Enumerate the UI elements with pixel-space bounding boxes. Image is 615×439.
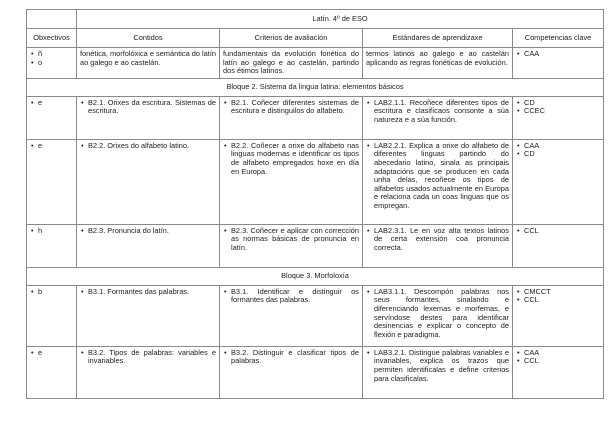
criteria-cell [220, 96, 363, 139]
block-heading-row [27, 267, 604, 285]
objective-item: • e [30, 142, 73, 151]
competence-item: • CAA [516, 142, 600, 151]
title-blank-cell [27, 10, 77, 29]
criteria-cell [220, 285, 363, 346]
competence-item: • CD [516, 150, 600, 159]
header-row [27, 29, 604, 48]
standard-item: • LAB3.2.1. Distingue palabras variables e invariables, explica os trazos que permiten identificalas e define criterios para clasificalas. [366, 349, 509, 383]
standard-item: • LAB2.3.1. Le en voz alta textos latinos de certa extensión coa pronuncia correcta. [366, 227, 509, 253]
competences-cell [513, 224, 604, 267]
criteria-cell: fundamentais da evolución fonética do latín ao galego e ao castelán, partindo dos étimos latinos. [220, 48, 363, 79]
objectives-cell [27, 224, 77, 267]
criteria-item: • B3.1. Identificar e distinguir os formantes das palabras. [223, 288, 359, 305]
competence-item: • CCEC [516, 107, 600, 116]
criteria-item: • B3.2. Distinguir e clasificar tipos de palabras. [223, 349, 359, 366]
title-row [27, 10, 604, 29]
content-item: • B3.2. Tipos de palabras: variables e invariables. [80, 349, 216, 366]
header-criteria: Criterios de avaliación [220, 29, 363, 48]
header-objectives: Obxectivos [27, 29, 77, 48]
competence-item: • CD [516, 99, 600, 108]
content-cell [77, 96, 220, 139]
content-item: • B2.3. Pronuncia do latín. [80, 227, 216, 236]
curriculum-page [26, 9, 603, 399]
standards-cell: termos latinos ao galego e ao castelán aplicando as regras fonéticas de evolución. [363, 48, 513, 79]
content-cell [77, 346, 220, 398]
table-row [27, 96, 604, 139]
standards-cell [363, 224, 513, 267]
objectives-cell [27, 48, 77, 79]
standard-item: • LAB3.1.1. Descompón palabras nos seus formantes, sinalando e diferenciando lexemas e morfemas, e servíndose destes para identificar desinencias e explicar o concepto de flexión e paradigma. [366, 288, 509, 340]
table-title: Latín. 4º de ESO [77, 10, 604, 29]
standards-cell [363, 346, 513, 398]
header-content: Contidos [77, 29, 220, 48]
content-cell [77, 285, 220, 346]
content-cell [77, 224, 220, 267]
table-row [27, 48, 604, 79]
content-item: • B2.1. Orixes da escritura. Sistemas de escritura. [80, 99, 216, 116]
table-row [27, 139, 604, 224]
competence-item: • CAA [516, 349, 600, 358]
table-row [27, 346, 604, 398]
standards-cell [363, 96, 513, 139]
curriculum-table [26, 9, 604, 399]
criteria-cell [220, 139, 363, 224]
block3-heading: Bloque 3. Morfoloxía [27, 267, 604, 285]
objectives-cell [27, 346, 77, 398]
objectives-cell [27, 96, 77, 139]
criteria-cell [220, 346, 363, 398]
objective-item: • b [30, 288, 73, 297]
competences-cell [513, 139, 604, 224]
standard-item: • LAB2.2.1. Explica a orixe do alfabeto de diferentes linguas partindo do abecedario latino, sinala as principais adaptacións que se producen en cada unha delas, recoñece os tipos de alfabetos usados actualmente en Europa e relaciona cada un coas linguas que os empregan. [366, 142, 509, 211]
block-heading-row [27, 78, 604, 96]
content-cell [77, 139, 220, 224]
header-standards: Estándares de aprendizaxe [363, 29, 513, 48]
objective-item: • ñ [30, 50, 73, 59]
content-cell: fonética, morfolóxica e semántica do latín ao galego e ao castelán. [77, 48, 220, 79]
objective-item: • e [30, 349, 73, 358]
objectives-cell [27, 285, 77, 346]
competence-item: • CCL [516, 227, 600, 236]
competence-item: • CMCCT [516, 288, 600, 297]
criteria-cell [220, 224, 363, 267]
block2-heading: Bloque 2. Sistema da lingua latina: elementos básicos [27, 78, 604, 96]
objective-item: • h [30, 227, 73, 236]
criteria-item: • B2.1. Coñecer diferentes sistemas de escritura e distinguilos do alfabeto. [223, 99, 359, 116]
objective-item: • e [30, 99, 73, 108]
table-row [27, 224, 604, 267]
competence-item: • CCL [516, 357, 600, 366]
header-competences: Competencias clave [513, 29, 604, 48]
objectives-cell [27, 139, 77, 224]
objective-item: • o [30, 59, 73, 68]
competences-cell [513, 346, 604, 398]
competences-cell [513, 48, 604, 79]
standards-cell [363, 285, 513, 346]
competence-item: • CAA [516, 50, 600, 59]
standards-cell [363, 139, 513, 224]
competences-cell [513, 285, 604, 346]
criteria-item: • B2.3. Coñecer e aplicar con corrección as normas básicas de pronuncia en latín. [223, 227, 359, 253]
content-item: • B3.1. Formantes das palabras. [80, 288, 216, 297]
competences-cell [513, 96, 604, 139]
content-item: • B2.2. Orixes do alfabeto latino. [80, 142, 216, 151]
table-row [27, 285, 604, 346]
competence-item: • CCL [516, 296, 600, 305]
standard-item: • LAB2.1.1. Recoñece diferentes tipos de escritura e clasifícaos consonte a súa natureza e a súa función. [366, 99, 509, 125]
criteria-item: • B2.2. Coñecer a orixe do alfabeto nas linguas modernas e identificar os tipos de alfabeto empregados hoxe en día en Europa. [223, 142, 359, 176]
